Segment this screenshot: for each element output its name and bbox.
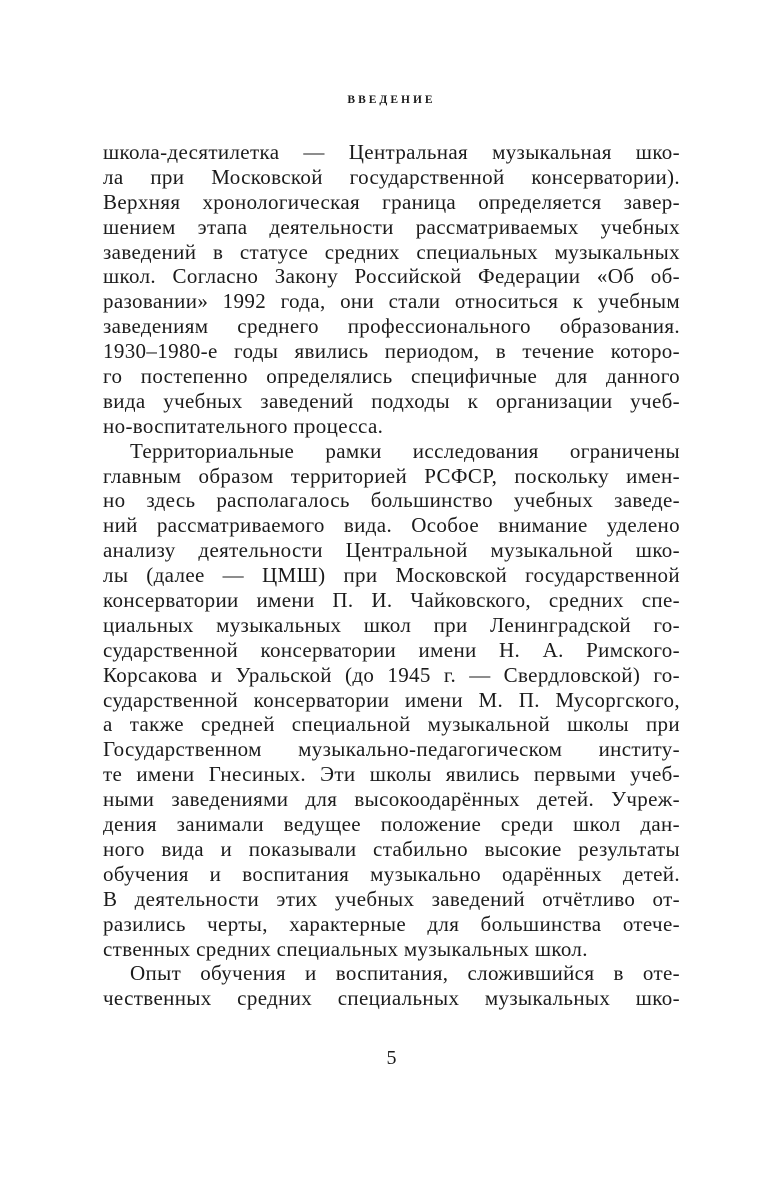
text-line: ний рассматриваемого вида. Особое внимание уделено xyxy=(103,513,680,538)
text-line: консерватории имени П. И. Чайковского, средних спе- xyxy=(103,588,680,613)
text-line: ными заведениями для высокоодарённых детей. Учреж- xyxy=(103,787,680,812)
text-line: разовании» 1992 года, они стали относиться к учебным xyxy=(103,289,680,314)
text-line: ного вида и показывали стабильно высокие результаты xyxy=(103,836,680,861)
text-line: Опыт обучения и воспитания, сложившийся в оте- xyxy=(130,961,680,986)
text-line: Корсакова и Уральской (до 1945 г. — Свердловской) го- xyxy=(103,662,680,687)
text-line: вида учебных заведений подходы к организации учеб- xyxy=(103,388,680,413)
page-number: 5 xyxy=(386,1047,397,1069)
text-line: но здесь располагалось большинство учебных заведе- xyxy=(103,488,680,513)
paragraph-1 xyxy=(103,140,680,439)
text-line: главным образом территорией РСФСР, поскольку имен- xyxy=(103,463,680,488)
text-line: Государственном музыкально-педагогическом институ- xyxy=(103,737,680,762)
text-line: разились черты, характерные для большинства отече- xyxy=(103,911,680,936)
text-line: дения занимали ведущее положение среди школ дан- xyxy=(103,812,680,837)
text-line: го постепенно определялись специфичные для данного xyxy=(103,364,680,389)
text-line: ственных средних специальных музыкальных школ. xyxy=(103,936,588,961)
text-line: школ. Согласно Закону Российской Федерации «Об об- xyxy=(103,264,680,289)
text-line: заведениям среднего профессионального образования. xyxy=(103,314,680,339)
text-line: В деятельности этих учебных заведений отчётливо от- xyxy=(103,886,680,911)
text-line: но-воспитательного процесса. xyxy=(103,413,384,438)
body-text xyxy=(103,140,680,1011)
text-line: сударственной консерватории имени М. П. Мусоргского, xyxy=(103,687,680,712)
text-line: 1930–1980-е годы явились периодом, в течение которо- xyxy=(103,339,680,364)
text-line: Территориальные рамки исследования ограничены xyxy=(130,438,680,463)
paragraph-2 xyxy=(103,439,680,962)
text-line: Верхняя хронологическая граница определяется завер- xyxy=(103,189,680,214)
text-line: чественных средних специальных музыкальных шко- xyxy=(103,986,680,1011)
text-line: сударственной консерватории имени Н. А. Римского- xyxy=(103,637,680,662)
text-line: шением этапа деятельности рассматриваемых учебных xyxy=(103,214,680,239)
text-line: школа-десятилетка — Центральная музыкальная шко- xyxy=(103,140,680,164)
text-line: заведений в статусе средних специальных музыкальных xyxy=(103,239,680,264)
text-line: те имени Гнесиных. Эти школы явились первыми учеб- xyxy=(103,762,680,787)
text-line: анализу деятельности Центральной музыкальной шко- xyxy=(103,538,680,563)
text-line: лы (далее — ЦМШ) при Московской государственной xyxy=(103,563,680,588)
text-line: циальных музыкальных школ при Ленинградской го- xyxy=(103,612,680,637)
text-line: а также средней специальной музыкальной школы при xyxy=(103,712,680,737)
running-header: ВВЕДЕНИЕ xyxy=(347,94,436,106)
text-line: обучения и воспитания музыкально одарённых детей. xyxy=(103,861,680,886)
paragraph-3 xyxy=(103,961,680,1011)
text-line: ла при Московской государственной консерватории). xyxy=(103,164,680,189)
